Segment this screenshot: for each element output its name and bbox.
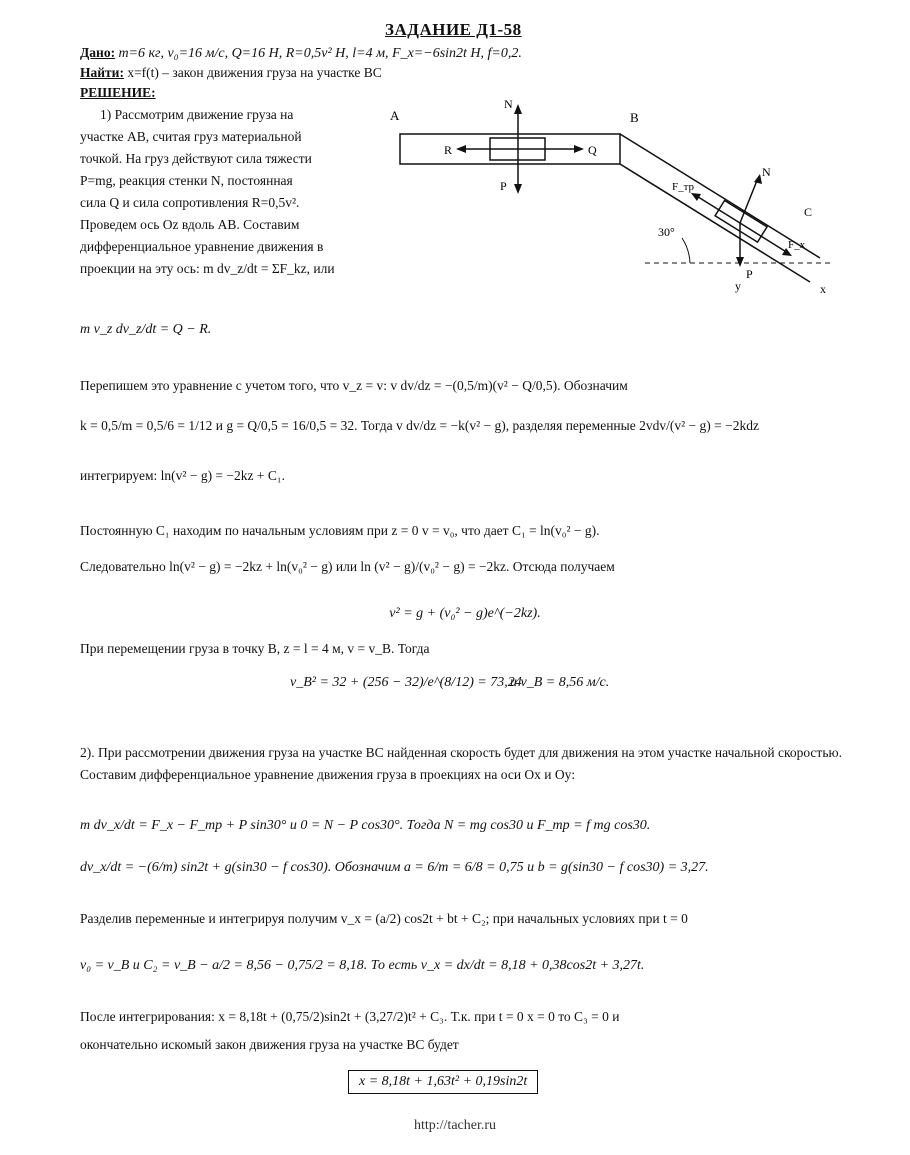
angle-arc (682, 238, 690, 263)
paragraph-3: k = 0,5/m = 0,5/6 = 1/12 и g = Q/0,5 = 16/0,5 = 32. Тогда v dv/dz = −k(v² − g), разделяя переменные 2vdv/(v² − g) = −2kdz (80, 418, 759, 433)
equation-3b: и v_B = 8,56 м/с. (510, 675, 610, 690)
intro-line-1: участке AB, считая груз материальной (80, 129, 302, 144)
r-arrow-head (456, 145, 466, 153)
paragraph-7: При перемещении груза в точку B, z = l = 4 м, v = v_B. Тогда (80, 641, 430, 656)
incline-bottom-line (620, 164, 813, 282)
equation-2: v² = g + (v₀² − g)e^(−2kz). (389, 606, 541, 621)
n2-arrow-head (754, 174, 762, 184)
intro-line-5: Проведем ось Oz вдоль AB. Составим (80, 217, 300, 232)
paragraph-9: Разделив переменные и интегрируя получим v_x = (a/2) cos2t + bt + C₂; при начальных условиях при t = 0 (80, 911, 688, 926)
intro-block (80, 104, 390, 280)
intro-line-7: проекции на эту ось: m dv_z/dt = ΣF_kz, или (80, 261, 335, 276)
label-ftr: F_тр (672, 181, 695, 193)
equation-5: dv_x/dt = −(6/m) sin2t + g(sin30 − f cos30). Обозначим a = 6/m = 6/8 = 0,75 и b = g(sin30 − f cos30) = 3,27. (80, 860, 709, 875)
paragraph-2: Перепишем это уравнение с учетом того, что v_z = v: v dv/dz = −(0,5/m)(v² − Q/0,5). Обозначим (80, 378, 628, 393)
label-r: R (444, 143, 453, 157)
label-p: P (500, 179, 507, 193)
equation-3: v_B² = 32 + (256 − 32)/e^(8/12) = 73,24 (290, 675, 522, 690)
footer-url: http://tacher.ru (413, 1118, 497, 1133)
ftr-arrow-line (695, 195, 740, 223)
paragraph-11: окончательно искомый закон движения груза на участке BC будет (80, 1037, 459, 1052)
find-line (80, 64, 382, 82)
intro-line-2: точкой. На груз действуют сила тяжести (80, 151, 312, 166)
solution-label: РЕШЕНИЕ: (80, 85, 156, 100)
find-label: Найти: (80, 65, 124, 80)
n-arrow-head (514, 104, 522, 114)
fx-arrow-line (740, 223, 788, 253)
mechanics-diagram (390, 98, 840, 298)
label-x: x (820, 282, 826, 296)
label-n2: N (762, 165, 771, 179)
paragraph-6: Следовательно ln(v² − g) = −2kz + ln(v₀² − g) или ln (v² − g)/(v₀² − g) = −2kz. Отсюда получаем (80, 559, 615, 574)
label-c: C (804, 205, 813, 219)
given-text: m=6 кг, v₀=16 м/с, Q=16 Н, R=0,5v² Н, l=4 м, F_x=−6sin2t Н, f=0,2. (118, 46, 522, 61)
paragraph-4: интегрируем: ln(v² − g) = −2kz + C₁. (80, 468, 285, 483)
intro-line-3: P=mg, реакция стенки N, постоянная (80, 173, 293, 188)
solution-line (80, 84, 156, 102)
label-n: N (504, 98, 513, 111)
find-text: x=f(t) – закон движения груза на участке BC (127, 65, 382, 80)
intro-line-0: 1) Рассмотрим движение груза на (100, 107, 294, 122)
paragraph-8: 2). При рассмотрении движения груза на участке BC найденная скорость будет для движения на этом участке начальной скоростью. Составим дифференциальное уравнение движения груза в проекциях на оси Ox и Oy: (80, 745, 842, 782)
label-p2: P (746, 267, 753, 281)
given-label: Дано: (80, 45, 116, 60)
label-fx: F_x (788, 239, 806, 251)
label-b: B (630, 110, 639, 125)
label-a: A (390, 108, 400, 123)
paragraph-10: После интегрирования: x = 8,18t + (0,75/2)sin2t + (3,27/2)t² + C₃. Т.к. при t = 0 x = 0 то C₃ = 0 и (80, 1009, 620, 1024)
answer-box: x = 8,18t + 1,63t² + 0,19sin2t (348, 1070, 538, 1094)
equation-4: m dv_x/dt = F_x − F_тр + P sin30° и 0 = N − P cos30°. Тогда N = mg cos30 и F_тр = f mg cos30. (80, 818, 651, 833)
page-title: ЗАДАНИЕ Д1-58 (385, 20, 522, 39)
intro-line-6: дифференциальное уравнение движения в (80, 239, 324, 254)
p2-arrow-head (736, 257, 744, 267)
given-line (80, 44, 522, 63)
equation-1: m v_z dv_z/dt = Q − R. (80, 322, 212, 337)
paragraph-5: Постоянную C₁ находим по начальным условиям при z = 0 v = v₀, что дает C₁ = ln(v₀² − g). (80, 523, 600, 538)
intro-line-4: сила Q и сила сопротивления R=0,5v². (80, 195, 300, 210)
label-y: y (735, 279, 741, 293)
label-q: Q (588, 143, 597, 157)
label-angle: 30° (658, 225, 675, 239)
q-arrow-head (574, 145, 584, 153)
p-arrow-head (514, 184, 522, 194)
equation-6: v₀ = v_B и C₂ = v_B − a/2 = 8,56 − 0,75/2 = 8,18. То есть v_x = dx/dt = 8,18 + 0,38cos2t + 3,27t. (80, 958, 645, 973)
